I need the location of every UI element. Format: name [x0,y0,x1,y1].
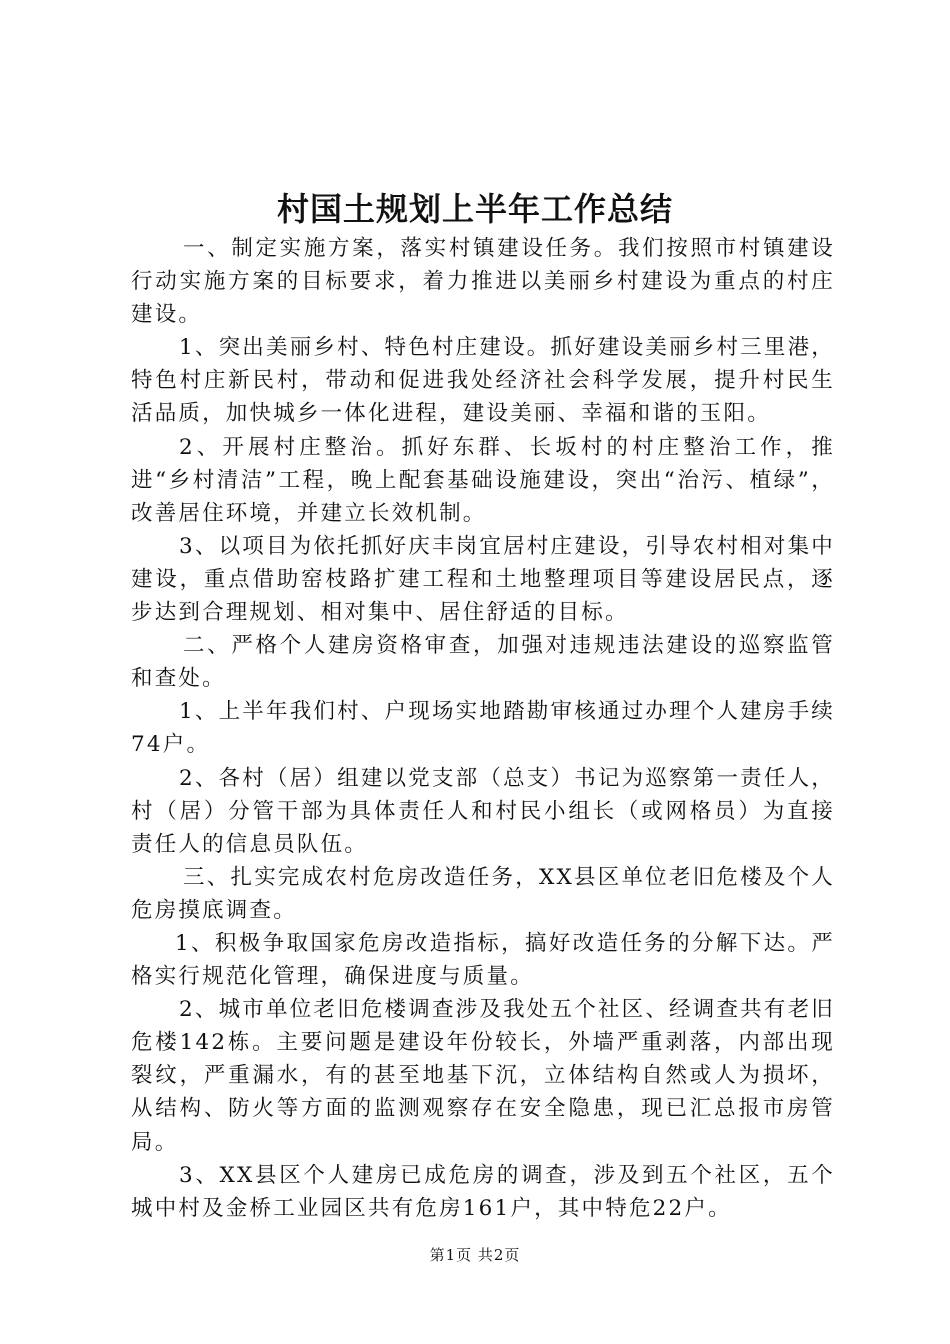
page-footer: 第1页 共2页 [429,1246,521,1264]
paragraph-item-2-1: 1、上半年我们村、户现场实地踏勘审核通过办理个人建房手续74户。 [131,699,835,758]
paragraph-item-1-3: 3、以项目为依托抓好庆丰岗宜居村庄建设，引导农村相对集中建设，重点借助窑枝路扩建工程和土地整理项目等建设居民点，逐步达到合理规划、相对集中、居住舒适的目标。 [131,533,835,626]
paragraph-section-2: 二、严格个人建房资格审查，加强对违规违法建设的巡察监管和查处。 [131,633,835,692]
paragraph-item-3-2: 2、城市单位老旧危楼调查涉及我处五个社区、经调查共有老旧危楼142栋。主要问题是建设年份较长，外墙严重剥落，内部出现裂纹，严重漏水，有的甚至地基下沉，立体结构自然或人为损坏，从结构、防火等方面的监测观察存在安全隐患，现已汇总报市房管局。 [131,997,835,1155]
document-title: 村国土规划上半年工作总结 [276,190,673,228]
paragraph-item-3-1: 1、积极争取国家危房改造指标，搞好改造任务的分解下达。严格实行规范化管理，确保进度与质量。 [131,930,835,990]
paragraph-item-1-2: 2、开展村庄整治。抓好东群、长坂村的村庄整治工作，推进“乡村清洁”工程，晚上配套基础设施建设，突出“治污、植绿”，改善居住环境，并建立长效机制。 [131,434,835,526]
document-body [131,232,835,1225]
paragraph-item-2-2: 2、各村（居）组建以党支部（总支）书记为巡察第一责任人，村（居）分管干部为具体责任人和村民小组长（或网格员）为直接责任人的信息员队伍。 [131,765,835,857]
paragraph-section-3: 三、扎实完成农村危房改造任务，XX县区单位老旧危楼及个人危房摸底调查。 [131,864,835,923]
paragraph-section-1: 一、制定实施方案，落实村镇建设任务。我们按照市村镇建设行动实施方案的目标要求，着力推进以美丽乡村建设为重点的村庄建设。 [131,236,835,328]
paragraph-item-1-1: 1、突出美丽乡村、特色村庄建设。抓好建设美丽乡村三里港，特色村庄新民村，带动和促进我处经济社会科学发展，提升村民生活品质，加快城乡一体化进程，建设美丽、幸福和谐的玉阳。 [131,335,835,427]
paragraph-item-3-3: 3、XX县区个人建房已成危房的调查，涉及到五个社区，五个城中村及金桥工业园区共有危房161户，其中特危22户。 [131,1162,835,1221]
